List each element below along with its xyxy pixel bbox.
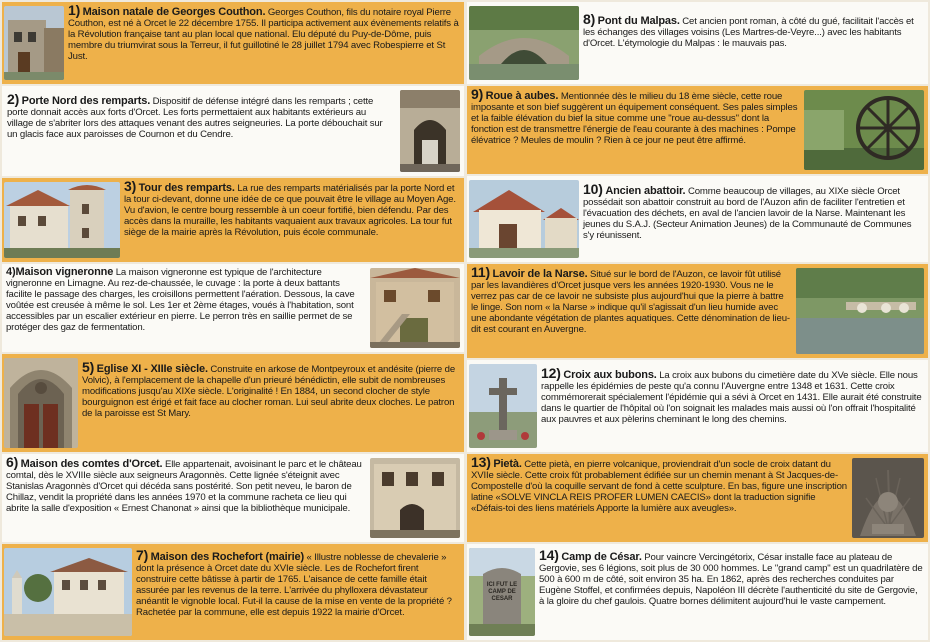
card-title: Maison natale de Georges Couthon. (82, 6, 266, 18)
card-title: Camp de César. (561, 551, 642, 563)
card-body: La maison vigneronne est typique de l'architecture vigneronne en Limagne. Au rez-de-chaussée, le cuvage : la porte à deux battants facilite le passage des charges, les croisillons permettent l'aération. Dessous, la cave voûtée est creusée à même le sol. Les 1er et 2ème étages, voués à l'habitation, sont accessibles par un escalier extérieur en pierre. Le perron très en saillie permet de se protéger des gaz de fermentation. (6, 267, 355, 334)
card-number: 1) (68, 2, 81, 18)
card-body: Dispositif de défense intégré dans les remparts ; cette porte donnait accès aux forts d'Orcet. Les forts permettaient aux habitants extérieurs au village de s'abriter lors des attaques venant des autres seigneuries. La porte débouchait sur un glacis face aux paroisses de Cournon et du Cendre. (7, 96, 383, 141)
photo-maison-natale (4, 6, 64, 80)
card-14 (467, 544, 928, 640)
card-text (583, 11, 924, 82)
card-text (471, 264, 792, 356)
card-number: 12) (541, 365, 561, 381)
photo-ancien-abattoir (469, 180, 579, 258)
photo-maison-rochefort (4, 548, 132, 636)
card-text (6, 454, 364, 540)
card-text (541, 365, 924, 450)
card-8 (467, 2, 928, 84)
card-13 (467, 454, 928, 542)
photo-pont-malpas (469, 6, 579, 80)
card-number: 14) (539, 547, 559, 563)
card-number: 13) (471, 454, 491, 470)
card-text (471, 454, 848, 540)
photo-tour-remparts (4, 182, 120, 258)
card-1 (2, 2, 464, 84)
photo-lavoir-narse (796, 268, 924, 354)
card-text (471, 86, 800, 172)
card-title: Maison des comtes d'Orcet. (20, 458, 163, 470)
card-body: Georges Couthon, fils du notaire royal Pierre Couthon, est né à Orcet le 22 décembre 1755. Il participa activement aux évènements relatifs à la Révolution française tant au plan local que national. Elu député du Puy-de-Dôme, puis membre du triumvirat sous la Terreur, il fut guillotiné le 28 juillet 1794 avec Robespierre et St Just. (68, 7, 459, 63)
card-number: 7) (136, 547, 149, 563)
photo-roue-aubes (804, 90, 924, 170)
card-2 (2, 86, 464, 176)
card-body: Pour vaincre Vercingétorix, César installe face au plateau de Gergovie, ses 6 légions, soit plus de 30 000 hommes. Le "grand camp" est un quadrilatère de 500 à 600 m de côté, soit environ 35 ha. En 1862, après des recherches conduites par Eugène Stoffel, et confirmées depuis, Napoléon III décrète l'authenticité du site de Gergovie, à la gloire du chef gaulois. Quatre bornes délimitent aujourd'hui le vaste campement. (539, 552, 923, 608)
card-number: 11) (471, 264, 491, 280)
card-body: Construite en arkose de Montpeyroux et andésite (pierre de Volvic), à l'emplacement de la chapelle d'un prieuré bénédictin, elle subit de nombreuses modifications jusqu'au XIXe siècle. L'originalité ! En 1884, un second clocher de style bourguignon est érigé et fait face au clocher roman. Lui seul abrite deux cloches. Le patron de la paroisse est St Mary. (82, 364, 456, 420)
card-title: Porte Nord des remparts. (21, 95, 151, 107)
photo-croix-bubons (469, 364, 537, 448)
card-3 (2, 178, 464, 262)
card-title: Lavoir de la Narse. (492, 268, 588, 280)
card-title: Croix aux bubons. (563, 369, 657, 381)
stone-inscription: ICI FUT LE CAMP DE CESAR (486, 582, 518, 602)
card-number: 4) (6, 266, 16, 278)
card-body: Mentionnée dès le milieu du 18 ème siècle, cette roue imposante et son bief suggèrent un équipement conséquent. Ses pales simples et la faible élévation du bief la situe comme une "roue au-dessus" dont la fonction est de transmettre l'énergie de l'eau courante à des machines : Pompe élévatrice ? Meules de moulin ? Rien à ce jour ne peut être affirmé. (471, 91, 798, 147)
card-5 (2, 354, 464, 452)
card-10 (467, 176, 928, 262)
card-body: Elle appartenait, avoisinant le parc et le château comtal, dès le XVIIIe siècle aux seigneurs Aragonnès. Cette lignée s'éteignit avec Stanislas Aragonnès d'Orcet qui décéda sans postérité. Son petit neveu, le baron de Chillaz, vendit la propriété dans les années 1970 et la commune racheta ce lieu qui abrite la salle d'exposition « Ernest Chanonat » ainsi que la bibliothèque municipale. (6, 459, 362, 515)
card-number: 2) (7, 91, 20, 107)
photo-maison-vigneronne (370, 268, 460, 348)
card-title: Roue à aubes. (485, 90, 559, 102)
card-text (6, 267, 364, 350)
photo-camp-cesar (469, 548, 535, 636)
card-number: 5) (82, 359, 95, 375)
card-11 (467, 264, 928, 358)
card-number: 6) (6, 454, 19, 470)
card-4 (2, 264, 464, 352)
card-title: Maison vigneronne (15, 266, 114, 278)
card-text (539, 547, 924, 638)
card-12 (467, 360, 928, 452)
card-6 (2, 454, 464, 542)
card-title: Tour des remparts. (138, 182, 235, 194)
card-body: La croix aux bubons du cimetière date du XVe siècle. Elle nous rappelle les épidémies de peste qu'a connu l'Auvergne entre 1348 et 1631. Cette croix commémorerait spécialement l'épidémie qui a sévi à Orcet en 1431. Elle aurait été construite dans le quartier de l'hôpital où l'on soignait les malades mais aussi où l'on offrait l'hospitalité aux pauvres et aux pèlerins cheminant le long des chemins. (541, 370, 922, 426)
card-text (7, 91, 394, 174)
card-number: 8) (583, 11, 596, 27)
card-text (68, 2, 460, 82)
card-title: Pietà. (493, 458, 522, 470)
card-text (583, 181, 924, 260)
card-7 (2, 544, 464, 640)
card-number: 3) (124, 178, 137, 194)
card-body: La rue des remparts matérialisés par la porte Nord et la tour ci-devant, donne une idée de ce que pouvait être le village au Moyen Age. Vu d'avion, le centre bourg ressemble à un coeur fortifié, bien défendu. Par des accès dans la muraille, les habitants vaquaient aux travaux agricoles. La tour fut siège de la mairie après la Révolution, puis école communale. (124, 183, 456, 239)
photo-pieta (852, 458, 924, 538)
photo-eglise (4, 358, 78, 448)
photo-maison-comtes (370, 458, 460, 538)
card-body: « Illustre noblesse de chevalerie » dont la présence à Orcet date du XVIe siècle. Les de Rochefort firent construire cette bâtisse à partir de 1765. L'aisance de cette famille était assurée par les revenus de la terre. L'arrivée du phylloxera dévastateur anéantit le vignoble local. Fut-il la cause de la mise en vente de la propriété ? Rachetée par la commune, elle est depuis 1922 la mairie d'Orcet. (136, 552, 452, 619)
card-body: Comme beaucoup de villages, au XIXe siècle Orcet possédait son abattoir construit au bord de l'Auzon afin de faciliter l'entretien et l'évacuation des déchets, en aval de l'ancien lavoir de la Narse. Maintenant les jeunes du S.A.J. (Secteur Animation Jeunes) de la Communauté de Communes s'y réunissent. (583, 186, 912, 242)
card-9 (467, 86, 928, 174)
card-text (136, 547, 460, 638)
card-text (82, 359, 460, 450)
card-number: 10) (583, 181, 603, 197)
card-text (124, 178, 460, 260)
photo-porte-nord (400, 90, 460, 172)
card-title: Eglise XI - XIIIe siècle. (96, 363, 208, 375)
card-title: Maison des Rochefort (mairie) (150, 551, 305, 563)
card-body: Cet ancien pont roman, à côté du gué, facilitait l'accès et les échanges des villages voisins (Les Martres-de-Veyre...) avec les habitants d'Orcet. L'étymologie du Malpas : le mauvais pas. (583, 16, 914, 50)
card-number: 9) (471, 86, 484, 102)
card-body: Cette pietà, en pierre volcanique, proviendrait d'un socle de croix datant du XVIIe siècle. Cette croix fût probablement édifiée sur un chemin menant à St Jacques-de-Compostelle d'où la coquille servant de fond à cette sculpture. En bas, figure une inscription latine «SOLVE VINCLA REIS PROFER LUMEN CAECIS» dont la traduction signifie «Défais-toi des liens matériels Apporte la lumière aux aveugles». (471, 459, 847, 515)
card-body: Situé sur le bord de l'Auzon, ce lavoir fût utilisé par les lavandières d'Orcet jusque vers les années 1920-1930. Vous ne le verrez pas car de ce lavoir ne subsiste plus aujourd'hui que la pierre à battre le linge. Son nom « la Narse » indique qu'il s'agissait d'un lieu humide avec une abondante végétation de plantes aquatiques. Cette dénomination de lieu-dit est courant en Auvergne. (471, 269, 790, 336)
card-title: Pont du Malpas. (597, 15, 680, 27)
card-title: Ancien abattoir. (605, 185, 686, 197)
